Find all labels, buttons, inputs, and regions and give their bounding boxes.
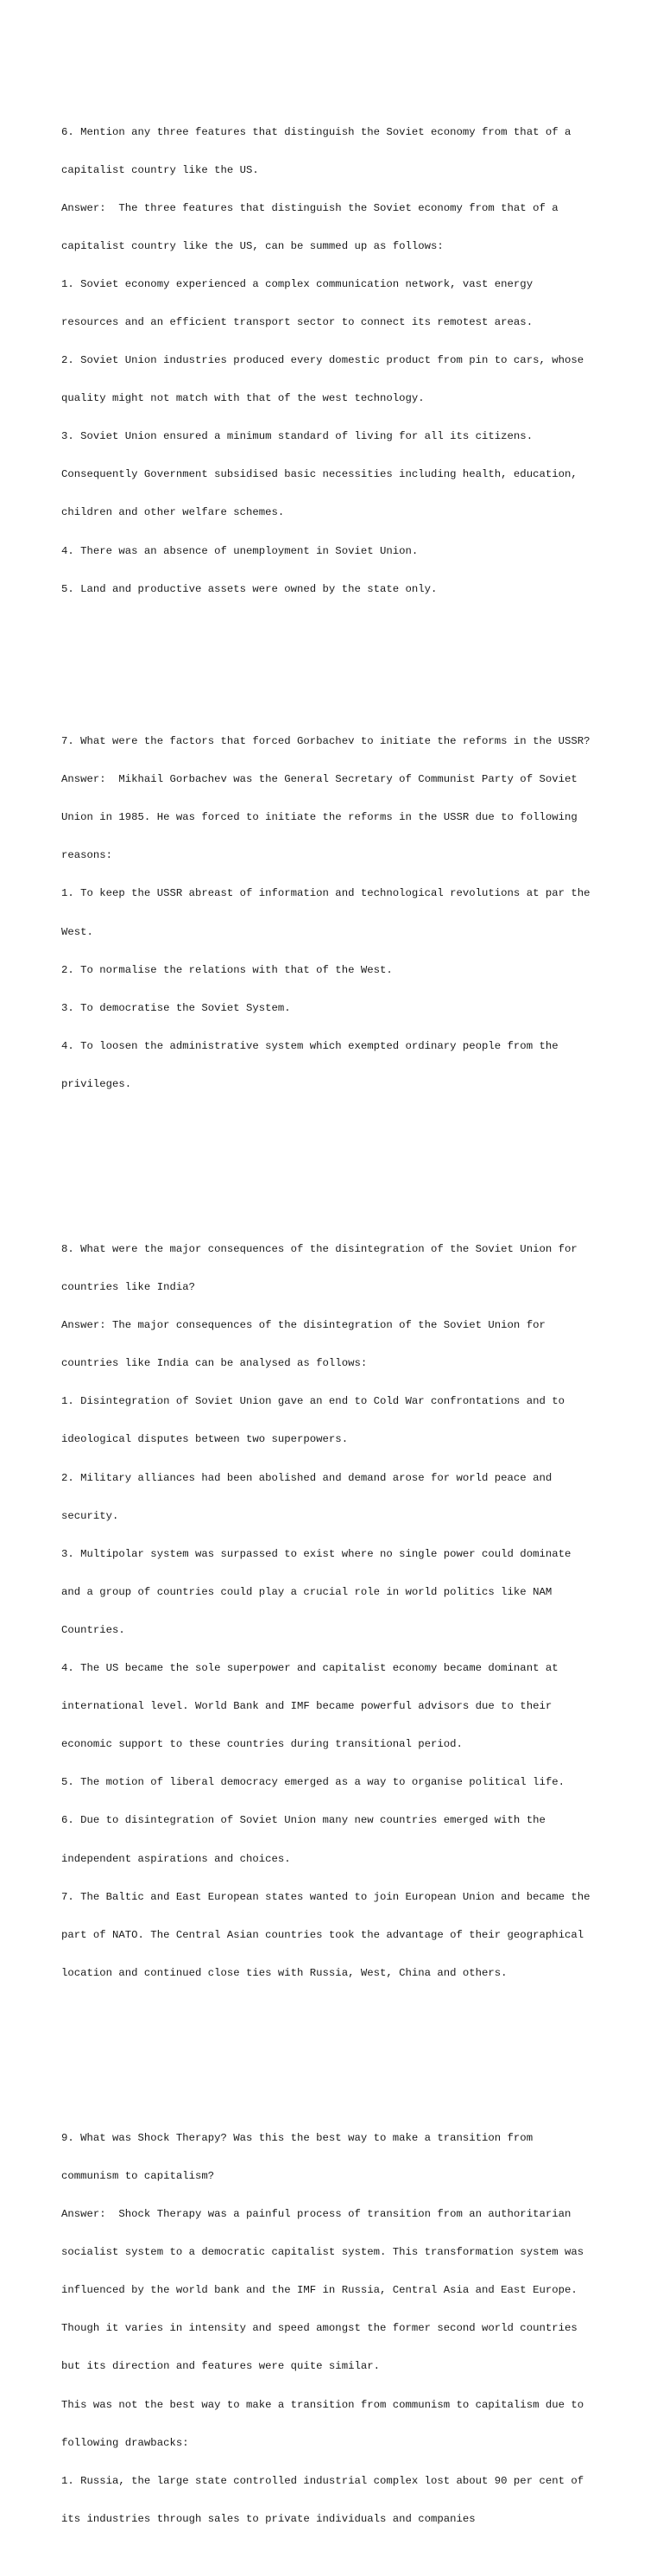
- answer-line: independent aspirations and choices.: [61, 1852, 291, 1865]
- answer-line: influenced by the world bank and the IMF in Russia, Central Asia and East Europe.: [61, 2284, 578, 2297]
- question-9-block: [61, 2106, 614, 2550]
- question-9-heading: 9. What was Shock Therapy? Was this the best way to make a transition from: [61, 2131, 534, 2144]
- answer-line: economic support to these countries during transitional period.: [61, 1738, 463, 1751]
- answer-line: following drawbacks:: [61, 2436, 189, 2449]
- question-6-heading-cont: capitalist country like the US.: [61, 163, 259, 176]
- answer-line: This was not the best way to make a transition from communism to capitalism due to: [61, 2398, 584, 2411]
- answer-line: Answer: Shock Therapy was a painful process of transition from an authoritarian: [61, 2208, 571, 2221]
- answer-line: countries like India can be analysed as follows:: [61, 1357, 368, 1370]
- answer-line: 3. Soviet Union ensured a minimum standard of living for all its citizens.: [61, 430, 534, 443]
- answer-line: 7. The Baltic and East European states wanted to join European Union and became the: [61, 1890, 590, 1903]
- answer-line: 1. To keep the USSR abreast of information and technological revolutions at par the: [61, 887, 590, 900]
- section-spacer: [61, 2043, 614, 2068]
- question-7-heading: 7. What were the factors that forced Gorbachev to initiate the reforms in the USSR?: [61, 735, 590, 748]
- question-8-block: [61, 1218, 614, 2005]
- answer-line: 4. The US became the sole superpower and capitalist economy became dominant at: [61, 1662, 559, 1675]
- answer-line: 2. Soviet Union industries produced every domestic product from pin to cars, whose: [61, 354, 584, 367]
- answer-line: resources and an efficient transport sector to connect its remotest areas.: [61, 315, 534, 328]
- answer-line: security.: [61, 1509, 119, 1522]
- section-spacer: [61, 1154, 614, 1179]
- answer-line: 1. Soviet economy experienced a complex communication network, vast energy: [61, 277, 534, 290]
- answer-line: 5. Land and productive assets were owned by the state only.: [61, 582, 438, 595]
- answer-line: 2. To normalise the relations with that of the West.: [61, 963, 393, 976]
- answer-line: 1. Russia, the large state controlled industrial complex lost about 90 per cent of: [61, 2474, 584, 2487]
- answer-line: and a group of countries could play a crucial role in world politics like NAM: [61, 1585, 552, 1598]
- question-8-heading: 8. What were the major consequences of the disintegration of the Soviet Union for: [61, 1243, 578, 1255]
- answer-line: 4. To loosen the administrative system which exempted ordinary people from the: [61, 1039, 559, 1052]
- answer-line: Countries.: [61, 1623, 125, 1636]
- answer-line: reasons:: [61, 849, 113, 862]
- answer-line: part of NATO. The Central Asian countries took the advantage of their geographical: [61, 1928, 584, 1941]
- answer-line: West.: [61, 925, 93, 938]
- answer-line: 6. Due to disintegration of Soviet Union many new countries emerged with the: [61, 1814, 546, 1827]
- answer-line: socialist system to a democratic capitalist system. This transformation system was: [61, 2246, 584, 2259]
- section-spacer: [61, 659, 614, 672]
- answer-line: international level. World Bank and IMF became powerful advisors due to their: [61, 1700, 552, 1713]
- answer-line: 3. Multipolar system was surpassed to exist where no single power could dominate: [61, 1547, 571, 1560]
- answer-line: capitalist country like the US, can be summed up as follows:: [61, 239, 444, 252]
- answer-line: Answer: Mikhail Gorbachev was the General Secretary of Communist Party of Soviet: [61, 773, 578, 786]
- question-7-block: [61, 710, 614, 1116]
- question-6-heading: 6. Mention any three features that distinguish the Soviet economy from that of a: [61, 125, 571, 138]
- answer-line: ideological disputes between two superpowers.: [61, 1433, 349, 1446]
- answer-line: Union in 1985. He was forced to initiate the reforms in the USSR due to following: [61, 811, 578, 824]
- answer-line: children and other welfare schemes.: [61, 506, 285, 519]
- answer-line: 1. Disintegration of Soviet Union gave an end to Cold War confrontations and to: [61, 1395, 565, 1408]
- answer-line: Answer: The three features that distinguish the Soviet economy from that of a: [61, 201, 559, 214]
- answer-line: Consequently Government subsidised basic necessities including health, education,: [61, 468, 578, 481]
- answer-line: quality might not match with that of the west technology.: [61, 392, 425, 405]
- question-9-heading-cont: communism to capitalism?: [61, 2169, 215, 2182]
- answer-line: but its direction and features were quite similar.: [61, 2360, 380, 2373]
- answer-line: 3. To democratise the Soviet System.: [61, 1001, 291, 1014]
- answer-line: 5. The motion of liberal democracy emerged as a way to organise political life.: [61, 1776, 565, 1789]
- question-8-heading-cont: countries like India?: [61, 1281, 195, 1294]
- answer-line: Answer: The major consequences of the disintegration of the Soviet Union for: [61, 1319, 546, 1332]
- answer-line: 4. There was an absence of unemployment in Soviet Union.: [61, 544, 419, 557]
- answer-line: privileges.: [61, 1077, 132, 1090]
- answer-line: 2. Military alliances had been abolished and demand arose for world peace and: [61, 1471, 552, 1484]
- question-6-block: [61, 100, 614, 621]
- answer-line: its industries through sales to private individuals and companies: [61, 2512, 476, 2525]
- document-page: [61, 62, 614, 2576]
- answer-line: location and continued close ties with Russia, West, China and others.: [61, 1966, 508, 1979]
- answer-line: Though it varies in intensity and speed amongst the former second world countries: [61, 2322, 578, 2335]
